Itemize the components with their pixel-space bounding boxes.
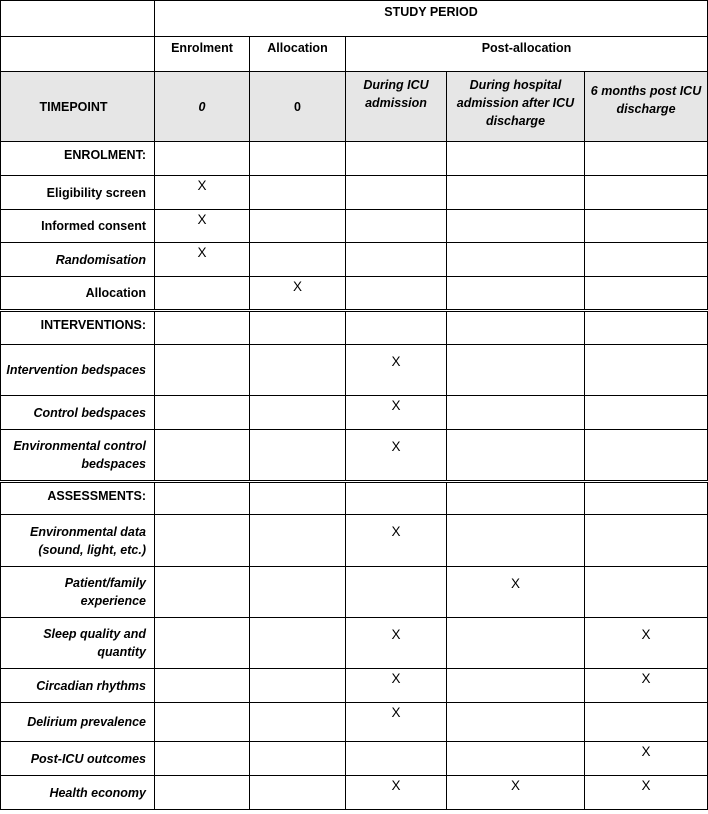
schedule-cell [447,567,585,618]
table-row [1,210,708,243]
schedule-cell [447,176,585,210]
check-mark: X [391,354,401,369]
row-label: Randomisation [1,243,155,277]
schedule-cell [250,311,346,345]
row-label: Eligibility screen [1,176,155,210]
table-row [1,345,708,396]
schedule-cell [346,515,447,567]
table-row [1,776,708,810]
schedule-cell [447,277,585,311]
schedule-cell [155,567,250,618]
check-mark: X [197,245,207,260]
schedule-cell [155,669,250,703]
table-row [1,396,708,430]
schedule-cell [585,618,708,669]
schedule-cell [346,776,447,810]
schedule-cell [250,482,346,515]
check-mark: X [391,705,401,720]
schedule-cell [346,742,447,776]
check-mark: X [197,212,207,227]
check-mark: X [641,744,651,759]
schedule-cell [447,243,585,277]
schedule-cell [155,482,250,515]
check-mark: X [391,627,401,642]
enrolment-heading: Enrolment [155,37,250,72]
schedule-cell [250,277,346,311]
table-row [1,515,708,567]
table-row [1,742,708,776]
schedule-cell [250,243,346,277]
table-row [1,243,708,277]
schedule-cell [585,396,708,430]
timepoint-hospital: During hospital admission after ICU discharge [447,72,585,142]
schedule-cell [585,210,708,243]
row-label: Post-ICU outcomes [1,742,155,776]
schedule-cell [447,311,585,345]
row-label: Intervention bedspaces [1,345,155,396]
schedule-cell [346,482,447,515]
schedule-cell [447,345,585,396]
schedule-cell [155,345,250,396]
section-heading: ENROLMENT: [1,142,155,176]
schedule-cell [346,311,447,345]
schedule-cell [250,345,346,396]
section-heading: ASSESSMENTS: [1,482,155,515]
schedule-cell [585,703,708,742]
schedule-cell [346,210,447,243]
schedule-cell [585,176,708,210]
schedule-cell [155,311,250,345]
schedule-cell [155,210,250,243]
timepoint-allocation: 0 [250,72,346,142]
schedule-cell [250,430,346,482]
timepoint-row [1,72,708,142]
schedule-cell [250,396,346,430]
check-mark: X [641,778,651,793]
schedule-cell [585,243,708,277]
schedule-cell [155,703,250,742]
schedule-cell [346,669,447,703]
schedule-cell [447,515,585,567]
schedule-cell [447,618,585,669]
check-mark: X [641,671,651,686]
schedule-cell [346,277,447,311]
row-label: Environmental data (sound, light, etc.) [1,515,155,567]
table-row [1,277,708,311]
study-period-heading: STUDY PERIOD [155,1,708,37]
schedule-cell [155,515,250,567]
schedule-cell [447,210,585,243]
check-mark: X [292,279,302,294]
schedule-cell [155,742,250,776]
section-row [1,142,708,176]
row-label: Delirium prevalence [1,703,155,742]
allocation-heading: Allocation [250,37,346,72]
timepoint-6-months: 6 months post ICU discharge [585,72,708,142]
row-label: Sleep quality and quantity [1,618,155,669]
section-row [1,311,708,345]
row-label: Control bedspaces [1,396,155,430]
check-mark: X [510,778,520,793]
schedule-cell [585,430,708,482]
post-allocation-heading: Post-allocation [346,37,708,72]
section-heading: INTERVENTIONS: [1,311,155,345]
blank-phase-cell [1,37,155,72]
row-label: Health economy [1,776,155,810]
schedule-cell [346,703,447,742]
schedule-cell [585,277,708,311]
row-label: Environmental control bedspaces [1,430,155,482]
row-label: Allocation [1,277,155,311]
schedule-cell [155,776,250,810]
schedule-cell [447,396,585,430]
schedule-cell [155,277,250,311]
table-row [1,703,708,742]
schedule-cell [155,176,250,210]
schedule-cell [585,742,708,776]
schedule-cell [447,142,585,176]
schedule-cell [250,515,346,567]
timepoint-label: TIMEPOINT [1,72,155,142]
schedule-cell [447,742,585,776]
schedule-cell [346,345,447,396]
check-mark: X [510,576,520,591]
schedule-cell [447,482,585,515]
schedule-cell [585,142,708,176]
check-mark: X [391,439,401,454]
schedule-cell [585,482,708,515]
schedule-cell [250,142,346,176]
schedule-cell [155,243,250,277]
schedule-cell [346,142,447,176]
schedule-cell [346,430,447,482]
schedule-cell [250,176,346,210]
schedule-cell [346,176,447,210]
schedule-cell [155,396,250,430]
schedule-cell [585,776,708,810]
timepoint-icu: During ICU admission [346,72,447,142]
table-row [1,567,708,618]
check-mark: X [391,398,401,413]
schedule-cell [250,567,346,618]
check-mark: X [641,627,651,642]
phase-row [1,37,708,72]
schedule-cell [250,669,346,703]
check-mark: X [197,178,207,193]
schedule-cell [585,669,708,703]
check-mark: X [391,778,401,793]
table-row [1,430,708,482]
check-mark: X [391,671,401,686]
timepoint-enrolment: 0 [155,72,250,142]
check-mark: X [391,524,401,539]
schedule-cell [250,618,346,669]
table-row [1,618,708,669]
schedule-cell [155,142,250,176]
schedule-cell [346,396,447,430]
schedule-cell [585,311,708,345]
section-row [1,482,708,515]
schedule-cell [585,567,708,618]
schedule-body [1,142,708,810]
blank-corner-cell [1,1,155,37]
schedule-cell [346,243,447,277]
schedule-cell [585,345,708,396]
study-period-row [1,1,708,37]
schedule-cell [447,669,585,703]
schedule-cell [585,515,708,567]
row-label: Patient/family experience [1,567,155,618]
schedule-cell [250,703,346,742]
schedule-cell [155,618,250,669]
schedule-cell [250,210,346,243]
schedule-cell [447,430,585,482]
schedule-cell [346,618,447,669]
row-label: Informed consent [1,210,155,243]
schedule-cell [250,776,346,810]
schedule-cell [447,703,585,742]
table-row [1,669,708,703]
schedule-cell [155,430,250,482]
row-label: Circadian rhythms [1,669,155,703]
table-row [1,176,708,210]
schedule-cell [346,567,447,618]
schedule-cell [250,742,346,776]
schedule-cell [447,776,585,810]
